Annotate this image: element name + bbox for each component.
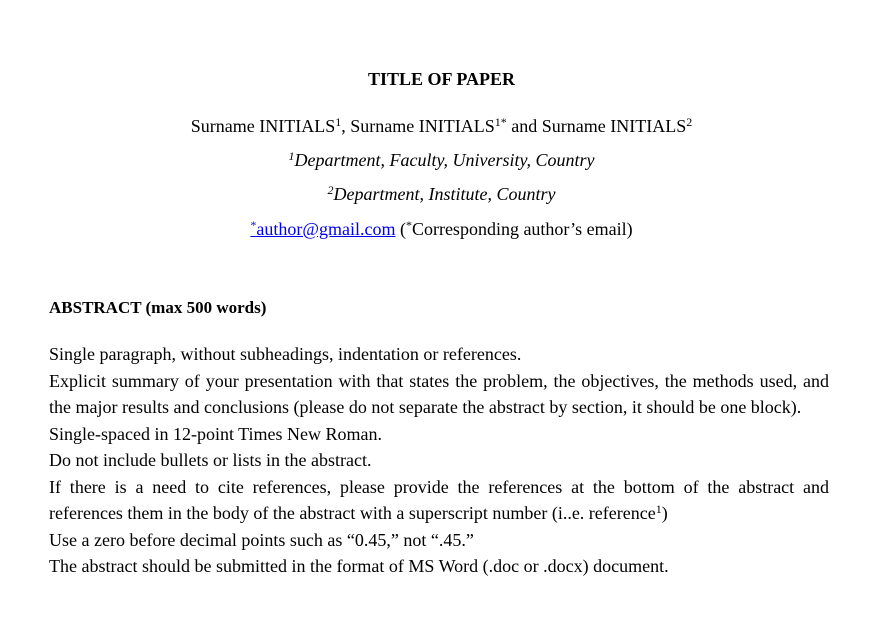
email-text: author@gmail.com xyxy=(256,219,396,239)
affiliation-2-text: Department, Institute, Country xyxy=(333,184,556,204)
correspondence-line xyxy=(0,218,883,240)
author-1-sup: 1 xyxy=(335,115,342,129)
author-2-name: Surname INITIALS xyxy=(350,116,495,136)
affiliation-1-sup: 1 xyxy=(288,149,295,163)
author-2-sup: 1* xyxy=(494,115,507,129)
abstract-paragraph: Explicit summary of your presentation with that states the problem, the objectives, the methods used, and the major results and conclusions (please do not separate the abstract by section, it should be one block). xyxy=(49,370,829,417)
abstract-paragraph: Single paragraph, without subheadings, indentation or references. xyxy=(49,344,522,364)
author-separator: , xyxy=(341,116,351,136)
abstract-paragraph: Do not include bullets or lists in the abstract. xyxy=(49,450,372,470)
abstract-paragraph-references xyxy=(49,474,829,527)
author-1-name: Surname INITIALS xyxy=(190,116,336,136)
author-3-sup: 2 xyxy=(686,115,693,129)
affiliation-1 xyxy=(0,149,883,171)
note-text: Corresponding author’s email) xyxy=(411,219,633,239)
references-close: ) xyxy=(661,503,668,523)
abstract-heading: ABSTRACT (max 500 words) xyxy=(49,298,267,317)
affiliation-2 xyxy=(0,183,883,205)
abstract-paragraph: Use a zero before decimal points such as “0.45,” not “.45.” xyxy=(49,529,474,550)
paper-title: TITLE OF PAPER xyxy=(367,69,515,89)
note-open: ( xyxy=(395,219,406,239)
abstract-paragraph: The abstract should be submitted in the format of MS Word (.doc or .docx) document. xyxy=(49,556,669,576)
email-sup: * xyxy=(250,218,257,232)
abstract-paragraph: Single-spaced in 12-point Times New Roman. xyxy=(49,423,382,444)
affiliation-1-text: Department, Faculty, University, Country xyxy=(294,150,595,170)
author-email-link[interactable] xyxy=(250,219,395,239)
references-text: If there is a need to cite references, please provide the references at the bottom of the abstract and references them in the body of the abstract with a superscript number (i..e. reference xyxy=(49,476,829,523)
affiliation-2-sup: 2 xyxy=(327,183,334,197)
note-sup: * xyxy=(405,218,412,232)
reference-sup: 1 xyxy=(655,502,662,516)
author-3-name: Surname INITIALS xyxy=(541,116,687,136)
abstract-body xyxy=(49,341,829,580)
author-list xyxy=(0,115,883,137)
author-separator: and xyxy=(506,116,542,136)
